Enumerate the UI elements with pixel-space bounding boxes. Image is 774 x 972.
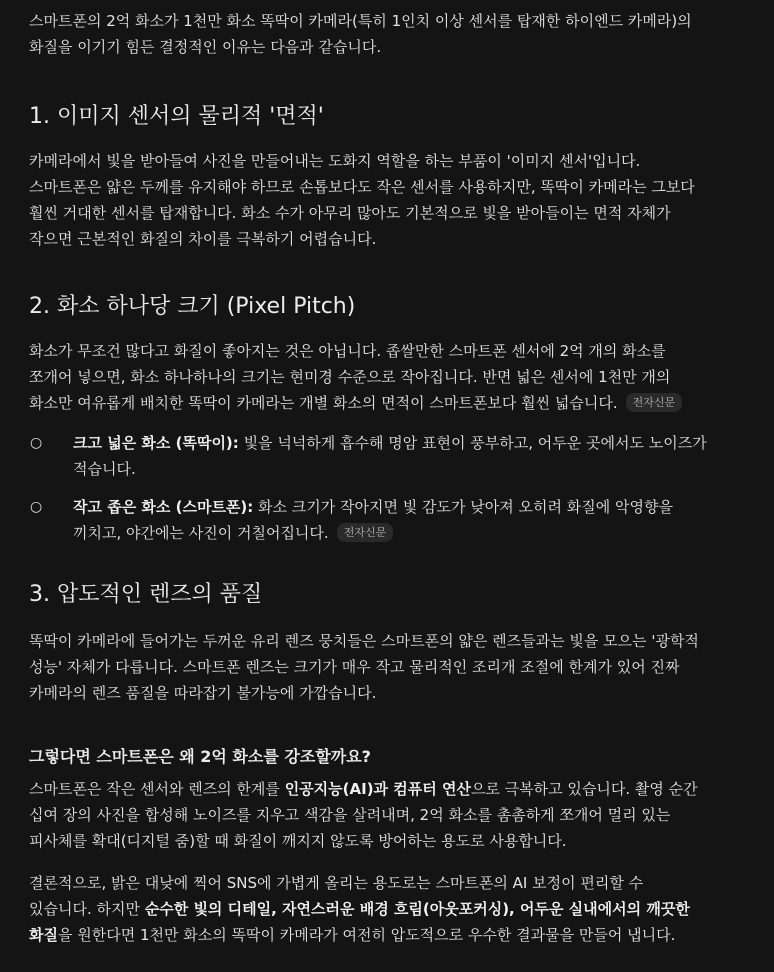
section-heading-sensor-area: 1. 이미지 센서의 물리적 '면적' [29,104,324,129]
bold-text: 순수한 빛의 디테일, 자연스러운 배경 흐림(아웃포커싱), 어두운 실내에서의 깨끗한 [144,900,690,918]
text-line: 카메라에서 빛을 받아들여 사진을 만들어내는 도화지 역할을 하는 부품이 '이미지 센서'입니다. [29,152,641,170]
conclusion-paragraph [29,870,760,948]
section-heading-pixel-pitch: 2. 화소 하나당 크기 (Pixel Pitch) [29,294,356,319]
sensor-area-paragraph [29,148,760,252]
text-line: 성능' 자체가 다릅니다. 스마트폰 렌즈는 크기가 매우 작고 물리적인 조리개 조절에 한계가 있어 진짜 [29,658,680,676]
text-line: 십여 장의 사진을 합성해 노이즈를 지우고 색감을 살려내며, 2억 화소를 촘촘하게 쪼개어 멀리 있는 [29,806,671,824]
text-line: 스마트폰은 얇은 두께를 유지해야 하므로 손톱보다도 작은 센서를 사용하지만, 똑딱이 카메라는 그보다 [29,178,695,196]
list-item [29,494,760,546]
text-segment: 으로 극복하고 있습니다. 촬영 순간 [470,780,698,798]
text-line: 화소가 무조건 많다고 화질이 좋아지는 것은 아닙니다. 좁쌀만한 스마트폰 센서에 2억 개의 화소를 [29,342,666,360]
text-line: 쪼개어 넣으면, 화소 하나하나의 크기는 현미경 수준으로 작아집니다. 반면 넓은 센서에 1천만 개의 [29,368,671,386]
section-heading-lens-quality: 3. 압도적인 렌즈의 품질 [29,582,263,607]
bullet-circle-icon: ○ [30,435,43,451]
text-segment: 을 원한다면 1천만 화소의 똑딱이 카메라가 여전히 압도적으로 우수한 결과물을 만들어 냅니다. [57,926,676,944]
bullet-text: 화소 크기가 작아지면 빛 감도가 낮아져 오히려 화질에 악영향을 [253,498,673,516]
bullet-bold-label: 크고 넓은 화소 (똑딱이): [73,434,239,452]
bullet-bold-label: 작고 좁은 화소 (스마트폰): [73,498,254,516]
bold-text: 화질 [29,926,58,944]
source-chip[interactable]: 전자신문 [626,393,683,412]
bold-text: 인공지능(AI)과 컴퓨터 연산 [284,780,471,798]
list-item [29,430,760,482]
source-chip[interactable]: 전자신문 [337,523,394,542]
text-line: 피사체를 확대(디지털 줌)할 때 화질이 깨지지 않도록 방어하는 용도로 사용합니다. [29,832,567,850]
text-segment: 스마트폰은 작은 센서와 렌즈의 한계를 [29,780,285,798]
pixel-comparison-list [29,430,760,546]
bullet-text: 적습니다. [73,460,136,478]
text-segment: 있습니다. 하지만 [29,900,145,918]
bullet-text: 끼치고, 야간에는 사진이 거칠어집니다. [73,524,329,542]
intro-line: 스마트폰의 2억 화소가 1천만 화소 똑딱이 카메라(특히 1인치 이상 센서를 탑재한 하이엔드 카메라)의 [29,12,692,30]
text-line: 결론적으로, 밝은 대낮에 찍어 SNS에 가볍게 올리는 용도로는 스마트폰의 AI 보정이 편리할 수 [29,874,644,892]
text-line: 카메라의 렌즈 품질을 따라잡기 불가능에 가깝습니다. [29,684,377,702]
intro-paragraph [29,0,760,60]
bullet-circle-icon: ○ [30,499,43,515]
intro-line: 화질을 이기기 힘든 결정적인 이유는 다음과 같습니다. [29,38,382,56]
section-heading-why-200mp: 그렇다면 스마트폰은 왜 2억 화소를 강조할까요? [29,747,371,766]
text-line: 작으면 근본적인 화질의 차이를 극복하기 어렵습니다. [29,230,377,248]
text-line: 화소만 여유롭게 배치한 똑딱이 카메라는 개별 화소의 면적이 스마트폰보다 훨씬 넓습니다. [29,394,618,412]
lens-quality-paragraph [29,628,760,706]
bullet-text: 빛을 넉넉하게 흡수해 명암 표현이 풍부하고, 어두운 곳에서도 노이즈가 [238,434,707,452]
pixel-pitch-paragraph [29,338,760,416]
why-200mp-paragraph [29,776,760,854]
text-line: 훨씬 거대한 센서를 탑재합니다. 화소 수가 아무리 많아도 기본적으로 빛을 받아들이는 면적 자체가 [29,204,671,222]
text-line: 똑딱이 카메라에 들어가는 두꺼운 유리 렌즈 뭉치들은 스마트폰의 얇은 렌즈들과는 빛을 모으는 '광학적 [29,632,699,650]
